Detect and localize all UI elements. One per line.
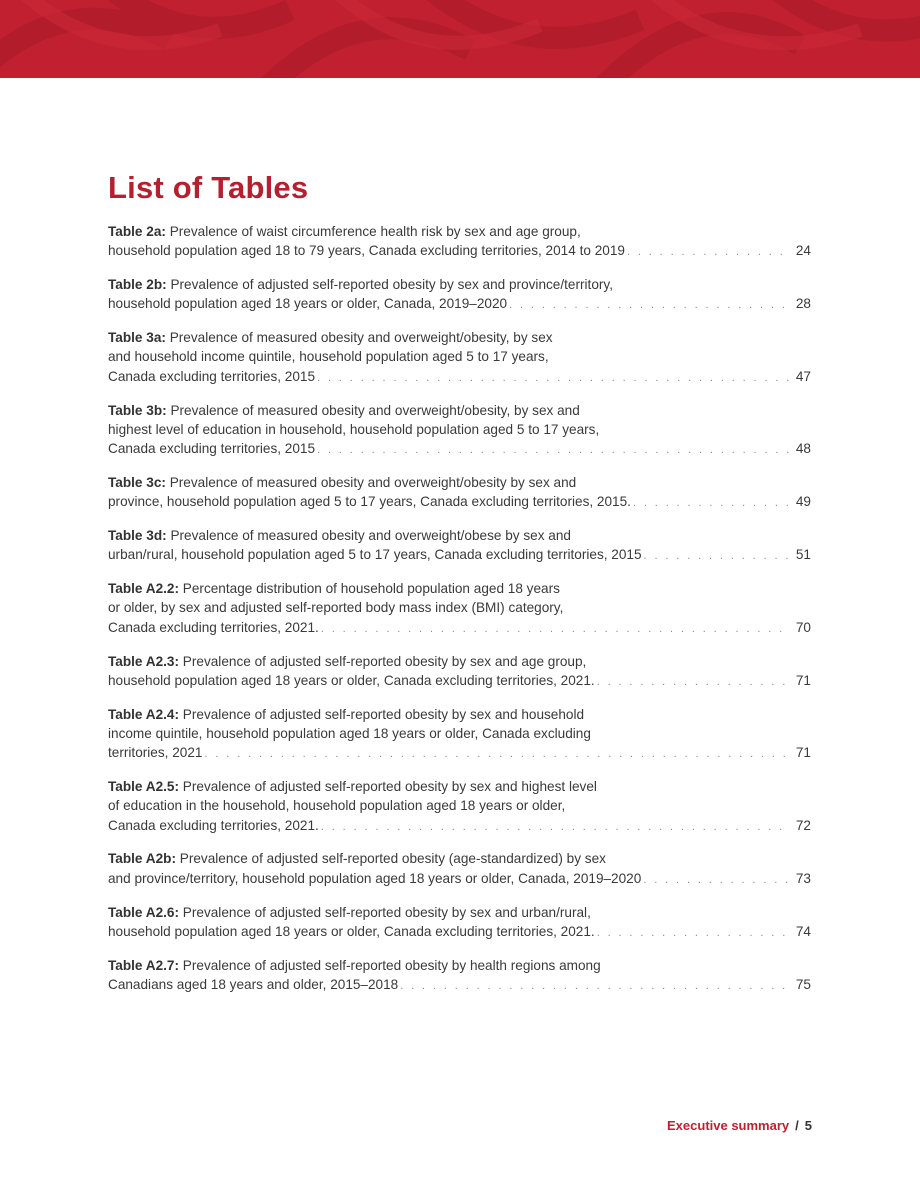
toc-entry-page-number: 75 (795, 976, 811, 992)
toc-entry-line (108, 275, 811, 294)
dot-leader (317, 441, 790, 460)
toc-entry[interactable] (108, 903, 811, 944)
toc-entry-label: Table A2.5: (108, 779, 180, 795)
toc-entry-description: Prevalence of measured obesity and overweight/obesity by sex and (169, 474, 577, 490)
toc-entry-page-number: 24 (795, 243, 811, 259)
toc-entry-line (108, 347, 811, 366)
toc-entry-text (108, 422, 599, 437)
toc-entry-line (108, 294, 811, 315)
toc-entry-description: Canadians aged 18 years and older, 2015–2018 (108, 976, 399, 992)
toc-entry-label: Table 2a: (108, 224, 166, 239)
toc-entry-page-number: 74 (795, 923, 811, 939)
toc-entry-line (108, 420, 811, 439)
toc-entry-text (108, 475, 576, 490)
toc-entry-page-number: 71 (795, 745, 811, 761)
toc-entry-description: or older, by sex and adjusted self-reported body mass index (BMI) category, (108, 600, 564, 616)
toc-entry-description: Prevalence of waist circumference health risk by sex and age group, (169, 224, 581, 239)
toc-entry-page-number: 47 (795, 368, 811, 384)
toc-entry-line (108, 492, 811, 513)
toc-entry-text (108, 241, 625, 260)
toc-entry-description: Prevalence of adjusted self-reported obesity by health regions among (182, 957, 601, 973)
dot-leader (597, 673, 790, 692)
toc-entry-description: Prevalence of adjusted self-reported obesity (age-standardized) by sex (179, 851, 606, 867)
toc-entry-label: Table 3a: (108, 330, 166, 346)
toc-entry-line (108, 816, 811, 837)
toc-entry-description: Prevalence of measured obesity and overweight/obese by sex and (170, 528, 571, 544)
toc-entry-line (108, 724, 811, 743)
toc-entry-description: household population aged 18 years or older, Canada excluding territories, 2021. (108, 672, 595, 688)
toc-entry-text (108, 349, 549, 364)
dot-leader (321, 620, 790, 639)
toc-entry-description: Canada excluding territories, 2021. (108, 817, 319, 833)
toc-entry-description: and province/territory, household population aged 18 years or older, Canada, 2019–2020 (108, 870, 642, 886)
header-banner (0, 0, 920, 78)
toc-entry-line (108, 241, 811, 262)
toc-entry-line (108, 439, 811, 460)
toc-entry[interactable] (108, 579, 811, 639)
toc-entry-description: Canada excluding territories, 2021. (108, 619, 319, 635)
toc-entry-description: Canada excluding territories, 2015 (108, 441, 316, 457)
toc-entry-text (108, 439, 315, 458)
toc-entry-line (108, 598, 811, 617)
toc-entry-description: province, household population aged 5 to 17 years, Canada excluding territories, 2015. (108, 494, 631, 510)
toc-entry-line (108, 328, 811, 347)
toc-entry-line (108, 705, 811, 724)
toc-entry-text (108, 545, 642, 564)
toc-entry-text (108, 528, 571, 543)
toc-entry-description: Prevalence of adjusted self-reported obesity by sex and highest level (182, 779, 597, 795)
toc-entry-description: household population aged 18 years or older, Canada excluding territories, 2021. (108, 923, 595, 939)
toc-entry-description: household population aged 18 to 79 years, Canada excluding territories, 2014 to 2019 (108, 243, 625, 259)
toc-entry-text (108, 367, 315, 386)
toc-entry-text (108, 330, 553, 345)
toc-entry-text (108, 851, 606, 866)
toc-entry-text (108, 618, 319, 637)
toc-entry-line (108, 849, 811, 868)
toc-entry-text (108, 671, 595, 690)
toc-entry[interactable] (108, 222, 811, 263)
toc-entry-text (108, 905, 591, 920)
toc-entry[interactable] (108, 526, 811, 567)
toc-entry[interactable] (108, 777, 811, 837)
toc-entry-text (108, 798, 565, 813)
dot-leader (204, 745, 789, 764)
toc-entry-description: Prevalence of measured obesity and overweight/obesity, by sex and (170, 402, 580, 418)
toc-entry-text (108, 958, 601, 973)
toc-entry[interactable] (108, 705, 811, 765)
toc-entry-text (108, 600, 563, 615)
toc-entry-line (108, 903, 811, 922)
toc-entry-line (108, 618, 811, 639)
toc-entry-description: Prevalence of adjusted self-reported obesity by sex and age group, (182, 653, 587, 669)
toc-entry-line (108, 956, 811, 975)
toc-entry-text (108, 492, 631, 511)
dot-leader (317, 369, 790, 388)
toc-entry-description: household population aged 18 years or older, Canada, 2019–2020 (108, 296, 508, 312)
toc-entry[interactable] (108, 275, 811, 316)
toc-entry-line (108, 796, 811, 815)
toc-entry-description: Prevalence of measured obesity and overweight/obesity, by sex (169, 330, 553, 346)
toc-entry-label: Table A2.4: (108, 706, 180, 722)
dot-leader (644, 547, 790, 566)
toc-entry-line (108, 367, 811, 388)
toc-entry-label: Table 3c: (108, 474, 166, 490)
footer-section-title: Executive summary (667, 1118, 790, 1133)
toc-entry[interactable] (108, 473, 811, 514)
toc-entry-description: Percentage distribution of household population aged 18 years (182, 581, 560, 597)
toc-entry-page-number: 48 (795, 441, 811, 457)
toc-entry-description: income quintile, household population aged 18 years or older, Canada excluding (108, 725, 591, 741)
toc-entry-line (108, 869, 811, 890)
toc-entry-description: Prevalence of adjusted self-reported obesity by sex and province/territory, (170, 277, 613, 293)
toc-entry-line (108, 652, 811, 671)
toc-entry[interactable] (108, 849, 811, 890)
toc-entry-page-number: 28 (795, 296, 811, 312)
toc-entry-page-number: 51 (795, 547, 811, 563)
toc-entry-text (108, 224, 581, 239)
toc-entry-text (108, 743, 202, 762)
toc-entry-text (108, 707, 584, 722)
toc-entry-text (108, 403, 580, 418)
toc-entry-text (108, 581, 560, 596)
toc-entry-description: and household income quintile, household population aged 5 to 17 years, (108, 349, 549, 365)
toc-entry[interactable] (108, 652, 811, 693)
toc-entry-line (108, 777, 811, 796)
toc-entry-line (108, 473, 811, 492)
dot-leader (509, 296, 790, 315)
toc-entry-text (108, 869, 641, 888)
toc-entry-page-number: 71 (795, 672, 811, 688)
page-title: List of Tables (108, 170, 309, 205)
toc-entry-text (108, 294, 507, 313)
banner-pattern (0, 0, 920, 78)
dot-leader (321, 818, 790, 837)
toc-entry[interactable] (108, 328, 811, 388)
toc-entry-page-number: 72 (795, 817, 811, 833)
toc-entry-label: Table A2b: (108, 851, 176, 867)
toc-entry-label: Table 2b: (108, 277, 167, 293)
toc-entry[interactable] (108, 956, 811, 997)
table-of-contents (108, 222, 811, 1009)
dot-leader (400, 977, 790, 996)
toc-entry-line (108, 671, 811, 692)
toc-entry-text (108, 816, 319, 835)
toc-entry-text (108, 975, 398, 994)
toc-entry-description: Prevalence of adjusted self-reported obesity by sex and urban/rural, (182, 904, 591, 920)
toc-entry-page-number: 70 (795, 619, 811, 635)
dot-leader (597, 924, 790, 943)
toc-entry-line (108, 922, 811, 943)
toc-entry-description: territories, 2021 (108, 745, 203, 761)
toc-entry-text (108, 726, 591, 741)
dot-leader (633, 494, 790, 513)
toc-entry-line (108, 545, 811, 566)
toc-entry-description: of education in the household, household population aged 18 years or older, (108, 798, 566, 814)
toc-entry-label: Table A2.3: (108, 653, 180, 669)
toc-entry-line (108, 526, 811, 545)
toc-entry-page-number: 73 (795, 870, 811, 886)
toc-entry-text (108, 654, 586, 669)
dot-leader (643, 871, 790, 890)
toc-entry-line (108, 743, 811, 764)
toc-entry-label: Table 3b: (108, 402, 167, 418)
toc-entry-line (108, 401, 811, 420)
toc-entry-description: urban/rural, household population aged 5 to 17 years, Canada excluding territories, 2015 (108, 547, 642, 563)
page-footer (667, 1118, 812, 1133)
toc-entry-text (108, 922, 595, 941)
toc-entry-line (108, 222, 811, 241)
toc-entry-description: Prevalence of adjusted self-reported obesity by sex and household (182, 706, 585, 722)
toc-entry-label: Table A2.7: (108, 957, 180, 973)
toc-entry-description: highest level of education in household, household population aged 5 to 17 years, (108, 421, 600, 437)
toc-entry-text (108, 277, 613, 292)
toc-entry-text (108, 779, 597, 794)
toc-entry-label: Table 3d: (108, 528, 167, 544)
toc-entry-label: Table A2.2: (108, 581, 180, 597)
footer-separator: / (795, 1118, 799, 1133)
toc-entry-line (108, 975, 811, 996)
toc-entry-page-number: 49 (795, 494, 811, 510)
page-number: 5 (804, 1118, 812, 1133)
toc-entry[interactable] (108, 401, 811, 461)
toc-entry-line (108, 579, 811, 598)
toc-entry-description: Canada excluding territories, 2015 (108, 368, 316, 384)
toc-entry-label: Table A2.6: (108, 904, 180, 920)
dot-leader (627, 243, 790, 262)
